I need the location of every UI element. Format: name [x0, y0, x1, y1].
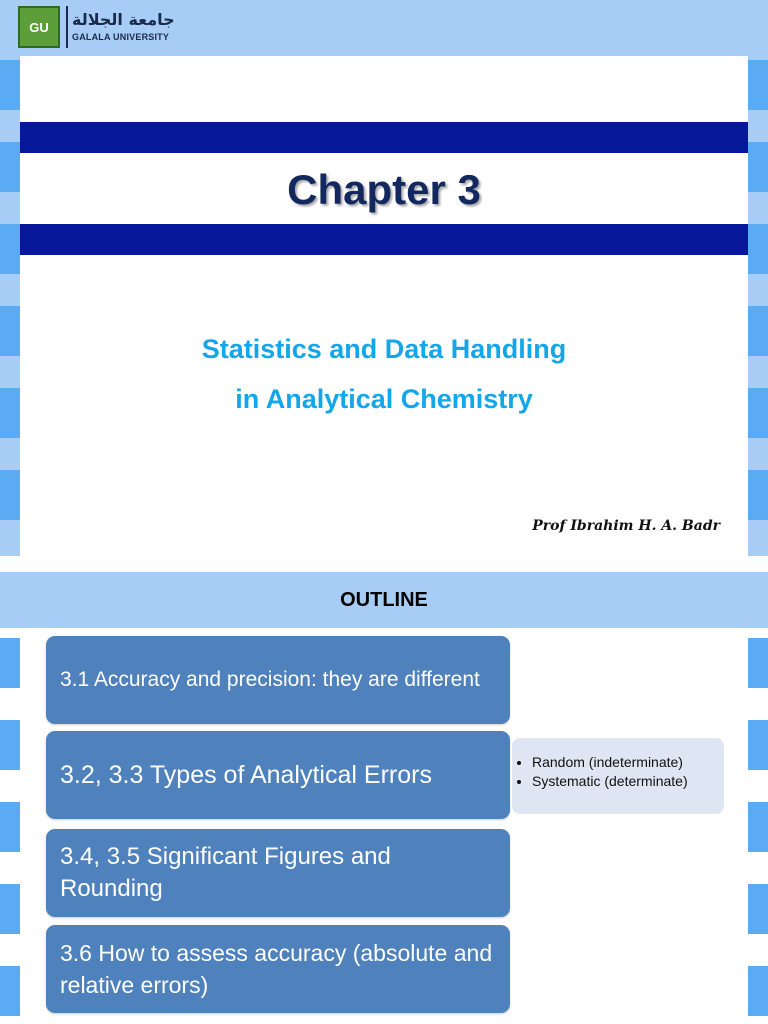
side-tab: [748, 638, 768, 688]
side-tab: [0, 470, 20, 520]
outline-item-assess-accuracy: [46, 925, 510, 1013]
error-type-random: • Random (indeterminate): [532, 754, 724, 770]
side-tab: [0, 884, 20, 934]
side-tab: [748, 142, 768, 192]
error-type-systematic: • Systematic (determinate): [532, 773, 724, 789]
logo-divider: [66, 6, 68, 48]
side-tab: [0, 306, 20, 356]
side-tab: [748, 388, 768, 438]
right-side-tabs: [748, 56, 768, 556]
side-tab: [0, 388, 20, 438]
side-tab: [0, 720, 20, 770]
side-tab: [748, 802, 768, 852]
university-name-arabic: جامعة الجلالة: [72, 10, 175, 29]
outline-item-label: 3.6 How to assess accuracy (absolute and relative errors): [60, 940, 493, 998]
outline-item-label: 3.1 Accuracy and precision: they are different: [60, 668, 480, 691]
outline-item-label: 3.2, 3.3 Types of Analytical Errors: [60, 760, 432, 789]
outline-heading: OUTLINE: [0, 572, 768, 628]
error-types-note: [512, 738, 724, 814]
side-tab: [748, 224, 768, 274]
side-tab: [748, 470, 768, 520]
left-side-tabs-outline: [0, 630, 20, 1024]
side-tab: [748, 884, 768, 934]
chapter-title: Chapter 3: [287, 166, 481, 213]
side-tab: [0, 638, 20, 688]
side-tab: [748, 306, 768, 356]
side-tab: [0, 142, 20, 192]
outline-item-errors: [46, 731, 510, 819]
subtitle-line-2: in Analytical Chemistry: [235, 384, 533, 414]
side-tab: [0, 966, 20, 1016]
side-tab: [748, 720, 768, 770]
subtitle-line-1: Statistics and Data Handling: [201, 334, 567, 364]
side-tab: [0, 60, 20, 110]
side-tab: [0, 802, 20, 852]
outline-item-significant-figures: [46, 829, 510, 917]
right-side-tabs-outline: [748, 630, 768, 1024]
side-tab: [0, 224, 20, 274]
author-signature: Prof Ibrahim H. A. Badr: [532, 518, 720, 534]
university-logo-icon: GU: [18, 6, 60, 48]
university-name-english: GALALA UNIVERSITY: [72, 32, 170, 42]
bottom-title-bar: [20, 224, 748, 255]
left-side-tabs: [0, 56, 20, 556]
outline-item-label: 3.4, 3.5 Significant Figures and Rounding: [60, 843, 391, 902]
top-title-bar: [20, 122, 748, 153]
side-tab: [748, 966, 768, 1016]
side-tab: [748, 60, 768, 110]
error-types-list: [520, 754, 724, 789]
outline-item-accuracy: [46, 636, 510, 724]
